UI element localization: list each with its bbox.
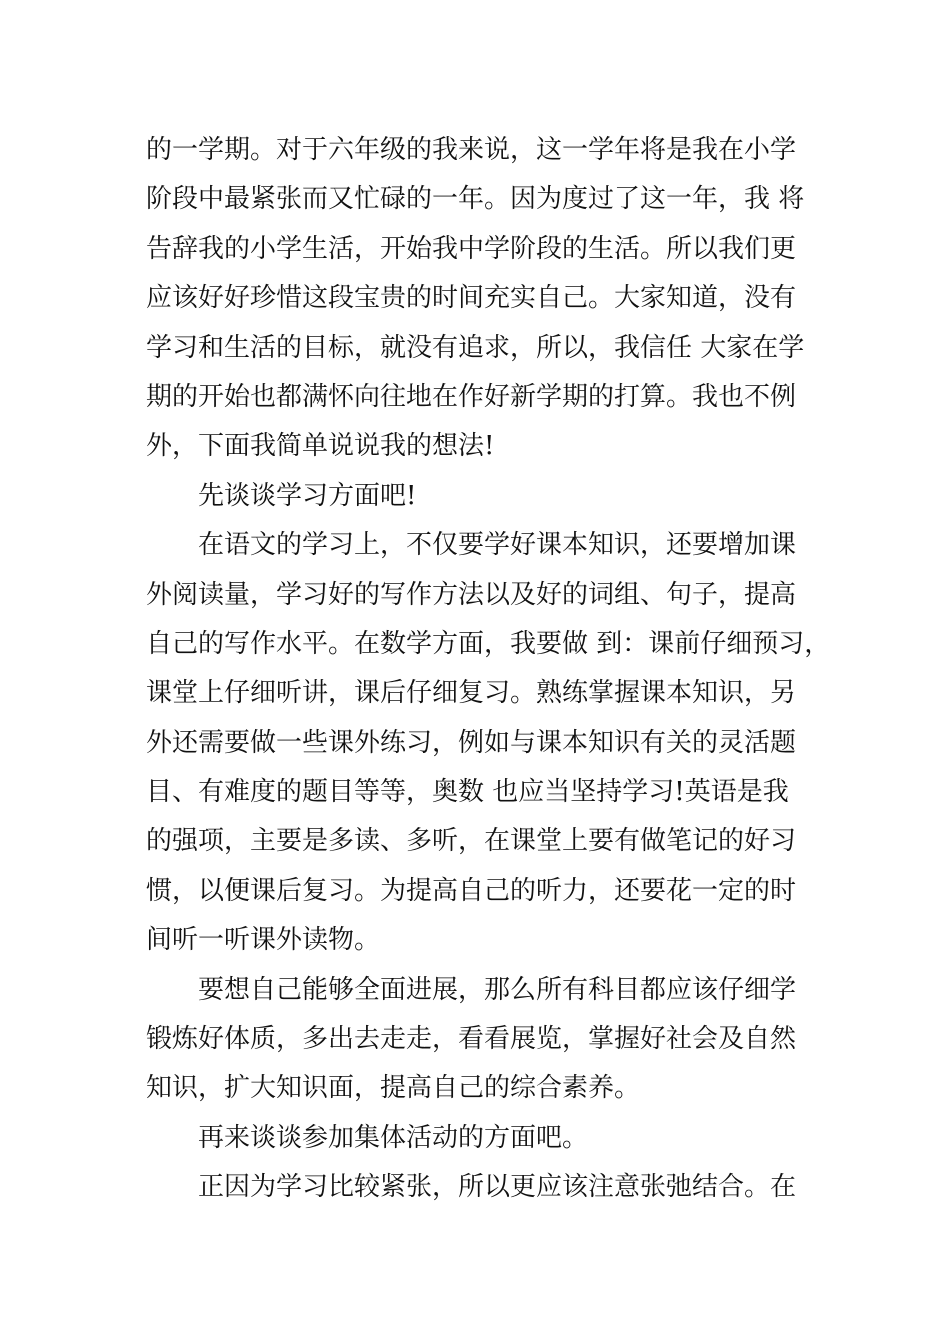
text-line: 期的开始也都满怀向往地在作好新学期的打算。我也不例	[146, 381, 797, 412]
text-line: 知识，扩大知识面，提高自己的综合素养。	[146, 1073, 641, 1104]
paragraph-first-line: 再来谈谈参加集体活动的方面吧。	[198, 1122, 589, 1153]
text-line: 外，下面我简单说说我的想法!	[146, 431, 495, 462]
text-line: 外阅读量，学习好的写作方法以及好的词组、句子，提高	[146, 579, 797, 610]
text-line: 惯，以便课后复习。为提高自己的听力，还要花一定的时	[146, 875, 797, 906]
text-line: 外还需要做一些课外练习，例如与课本知识有关的灵活题	[146, 727, 797, 758]
text-line: 目、有难度的题目等等，奥数 也应当坚持学习!英语是我	[146, 777, 789, 808]
text-line: 自己的写作水平。在数学方面，我要做 到：课前仔细预习，	[146, 628, 831, 659]
paragraph-first-line: 正因为学习比较紧张，所以更应该注意张弛结合。在	[198, 1172, 797, 1203]
text-line: 告辞我的小学生活，开始我中学阶段的生活。所以我们更	[146, 233, 797, 264]
text-line: 课堂上仔细听讲，课后仔细复习。熟练掌握课本知识，另	[146, 678, 797, 709]
text-line: 应该好好珍惜这段宝贵的时间充实自己。大家知道，没有	[146, 283, 797, 314]
paragraph-first-line: 先谈谈学习方面吧!	[198, 480, 417, 511]
paragraph-first-line: 要想自己能够全面进展，那么所有科目都应该仔细学	[198, 974, 797, 1005]
text-line: 学习和生活的目标，就没有追求，所以，我信任 大家在学	[146, 332, 805, 363]
document-body	[146, 126, 831, 1213]
text-line: 间听一听课外读物。	[146, 925, 381, 956]
text-line: 的一学期。对于六年级的我来说，这一学年将是我在小学	[146, 135, 797, 165]
text-line: 锻炼好体质，多出去走走，看看展览，掌握好社会及自然	[146, 1024, 797, 1055]
text-line: 的强项，主要是多读、多听，在课堂上要有做笔记的好习	[146, 826, 797, 857]
paragraph-first-line: 在语文的学习上，不仅要学好课本知识，还要增加课	[198, 530, 797, 561]
text-line: 阶段中最紧张而又忙碌的一年。因为度过了这一年，我 将	[146, 184, 805, 215]
